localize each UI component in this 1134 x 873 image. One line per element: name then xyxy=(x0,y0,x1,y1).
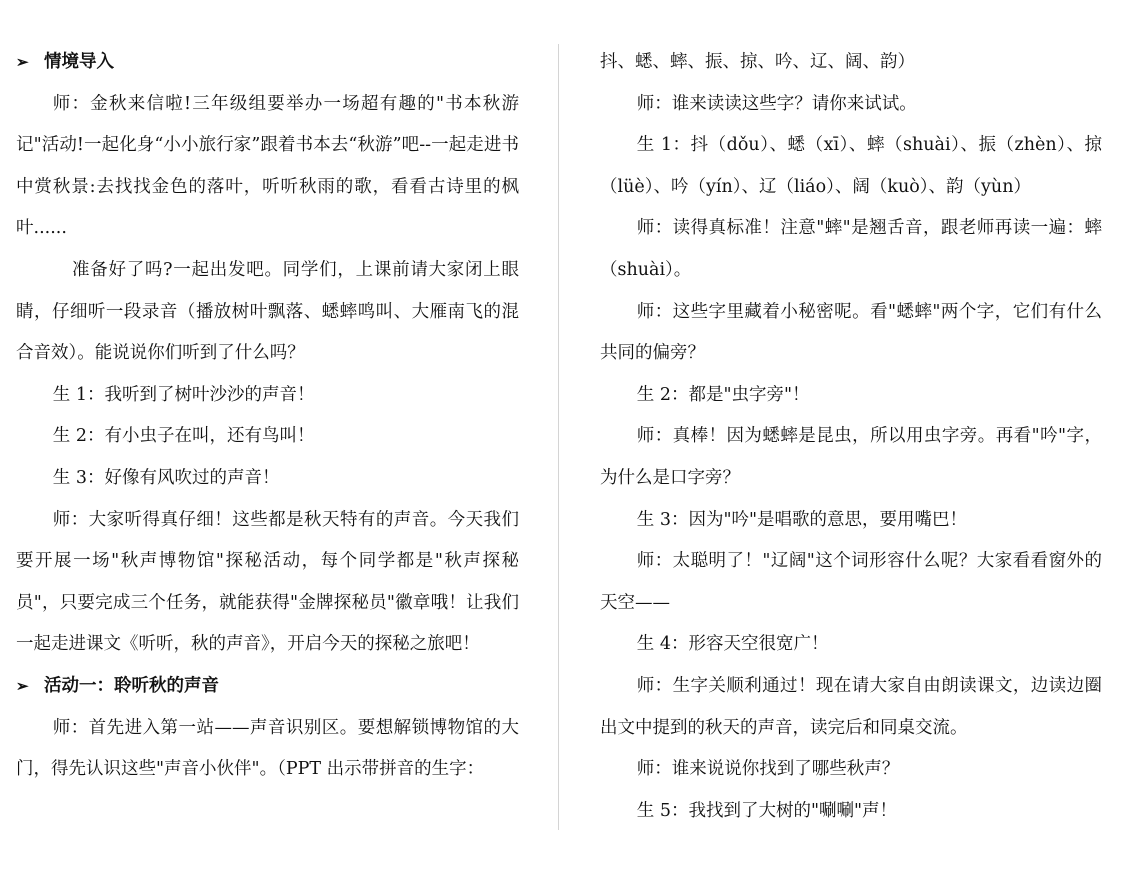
arrow-bullet-icon: ➢ xyxy=(16,676,29,695)
section-heading-activity-one xyxy=(16,666,519,708)
paragraph: 生 4：形容天空很宽广！ xyxy=(636,634,829,655)
section-heading-intro-text: 情境导入 xyxy=(44,52,114,72)
arrow-bullet-icon: ➢ xyxy=(16,53,29,71)
paragraph: 师：谁来说说你找到了哪些秋声？ xyxy=(636,759,900,780)
paragraph: 师：首先进入第一站——声音识别区。要想解锁博物馆的大门，得先认识这些"声音小伙伴"。（PPT 出示带拼音的生字： xyxy=(16,717,519,780)
right-column xyxy=(600,42,1102,832)
section-heading-activity-one-text: 活动一：聆听秋的声音 xyxy=(44,675,219,696)
column-divider xyxy=(558,44,559,830)
left-column xyxy=(16,42,519,791)
paragraph: 师：这些字里藏着小秘密呢。看"蟋蟀"两个字，它们有什么共同的偏旁？ xyxy=(600,301,1102,364)
paragraph: 生 2：有小虫子在叫，还有鸟叫！ xyxy=(52,426,315,447)
paragraph: 抖、蟋、蟀、振、掠、吟、辽、阔、韵） xyxy=(600,52,915,72)
paragraph: 师：生字关顺利通过！现在请大家自由朗读课文，边读边圈出文中提到的秋天的声音，读完后和同桌交流。 xyxy=(600,675,1102,738)
paragraph: 师：谁来读读这些字？请你来试试。 xyxy=(636,93,917,114)
paragraph: 生 3：因为"吟"是唱歌的意思，要用嘴巴！ xyxy=(636,509,968,530)
paragraph: 师：真棒！因为蟋蟀是昆虫，所以用虫字旁。再看"吟"字，为什么是口字旁？ xyxy=(600,426,1102,488)
paragraph: 准备好了吗?一起出发吧。同学们，上课前请大家闭上眼睛，仔细听一段录音（播放树叶飘落、蟋蟀鸣叫、大雁南飞的混合音效）。能说说你们听到了什么吗？ xyxy=(16,259,519,364)
paragraph: 师：太聪明了！"辽阔"这个词形容什么呢？大家看看窗外的天空—— xyxy=(600,551,1102,613)
paragraph: 生 2：都是"虫字旁"！ xyxy=(636,384,810,405)
paragraph: 生 1：抖（dǒu）、蟋（xī）、蟀（shuài）、振（zhèn）、掠（lüè）、吟（yín）、辽（liáo）、阔（kuò）、韵（yùn） xyxy=(600,135,1102,197)
paragraph: 生 5：我找到了大树的"唰唰"声！ xyxy=(636,800,898,821)
paragraph: 生 3：好像有风吹过的声音！ xyxy=(52,467,280,488)
paragraph: 师：金秋来信啦!三年级组要举办一场超有趣的"书本秋游记"活动!一起化身“小小旅行家”跟着书本去“秋游”吧--一起走进书中赏秋景:去找找金色的落叶，听听秋雨的歌，看看古诗里的枫叶...... xyxy=(16,93,519,239)
section-heading-intro xyxy=(16,42,519,84)
paragraph: 生 1：我听到了树叶沙沙的声音！ xyxy=(52,384,315,405)
paragraph: 师：读得真标准！注意"蟀"是翘舌音，跟老师再读一遍：蟀（shuài）。 xyxy=(600,218,1102,280)
paragraph: 师：大家听得真仔细！这些都是秋天特有的声音。今天我们要开展一场"秋声博物馆"探秘活动，每个同学都是"秋声探秘员"，只要完成三个任务，就能获得"金牌探秘员"徽章哦！让我们一起走进课文《听听，秋的声音》，开启今天的探秘之旅吧！ xyxy=(16,509,519,655)
